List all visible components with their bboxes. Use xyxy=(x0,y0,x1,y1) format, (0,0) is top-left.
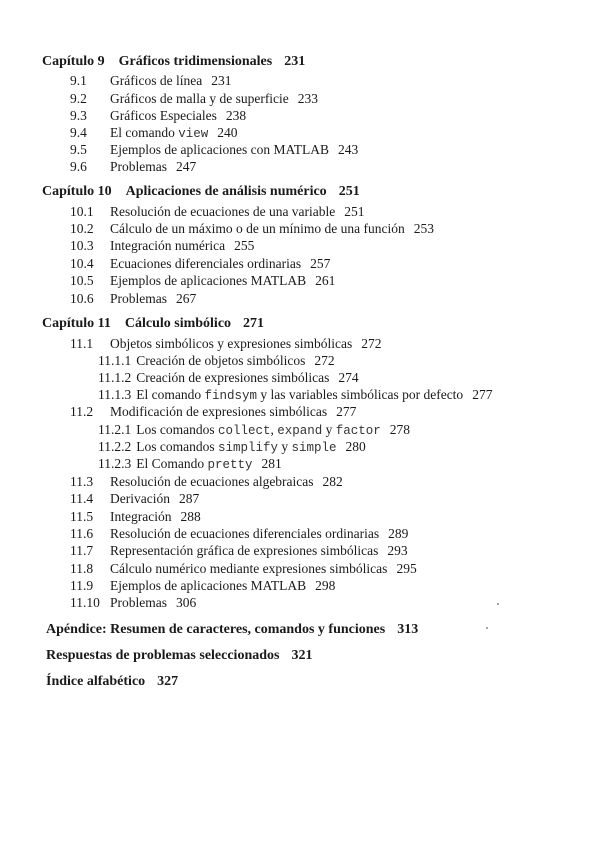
toc-section-entry xyxy=(70,142,358,158)
page-number: 289 xyxy=(388,526,409,541)
chapter-title: Respuestas de problemas seleccionados xyxy=(46,648,280,663)
section-number: 11.2.2 xyxy=(98,439,132,454)
page-number: 280 xyxy=(345,439,366,454)
page-number: 231 xyxy=(284,54,306,69)
section-number: 10.1 xyxy=(70,204,94,219)
section-number: 11.1.2 xyxy=(98,370,132,385)
toc-section-entry xyxy=(70,221,434,237)
toc-section-entry xyxy=(98,439,366,456)
section-number: 11.2.1 xyxy=(98,422,132,437)
section-title: Modificación de expresiones simbólicas xyxy=(110,404,328,419)
toc-section-entry xyxy=(70,491,199,507)
page-number: 277 xyxy=(336,404,357,419)
section-title: Representación gráfica de expresiones simbólicas xyxy=(110,543,379,558)
page-number: 267 xyxy=(176,291,197,306)
toc-section-entry xyxy=(98,387,492,404)
section-number: 9.4 xyxy=(70,125,87,140)
section-number: 9.2 xyxy=(70,91,87,106)
command-name: pretty xyxy=(207,458,253,472)
section-number: 9.3 xyxy=(70,108,87,123)
page-number: 327 xyxy=(157,674,179,689)
chapter-title: Índice alfabético xyxy=(46,674,146,689)
command-name: findsym xyxy=(204,389,257,403)
toc-chapter-entry xyxy=(42,184,360,200)
section-number: 11.2 xyxy=(70,404,94,419)
section-number: 10.4 xyxy=(70,256,94,271)
page-number: 272 xyxy=(361,336,382,351)
section-title: Objetos simbólicos y expresiones simbólicas xyxy=(110,336,353,351)
section-title: Integración numérica xyxy=(110,238,226,253)
toc-section-entry xyxy=(70,336,381,352)
scan-speck xyxy=(497,603,499,605)
page-number: 247 xyxy=(176,159,197,174)
section-number: 11.9 xyxy=(70,578,94,593)
section-number: 11.7 xyxy=(70,543,94,558)
page-number: 298 xyxy=(315,578,336,593)
toc-section-entry xyxy=(70,526,408,542)
page-number: 288 xyxy=(180,509,201,524)
command-name: expand xyxy=(277,424,323,438)
section-number: 11.6 xyxy=(70,526,94,541)
section-title: y las variables simbólicas por defecto xyxy=(257,387,464,402)
section-title: , xyxy=(270,422,278,437)
toc-section-entry xyxy=(70,474,343,490)
toc-chapter-entry xyxy=(42,316,264,332)
section-title: Integración xyxy=(110,509,172,524)
page-number: 287 xyxy=(178,491,200,506)
toc-chapter-entry xyxy=(42,54,305,70)
section-title: Cálculo de un máximo o de un mínimo de una función xyxy=(110,221,405,236)
scan-speck xyxy=(486,627,488,629)
section-number: 9.5 xyxy=(70,142,87,157)
page-number: 271 xyxy=(243,316,265,331)
toc-section-entry xyxy=(70,159,196,175)
chapter-title: Capítulo 9 xyxy=(42,54,105,69)
section-title: Gráficos Especiales xyxy=(110,108,217,123)
command-name: view xyxy=(178,127,209,141)
section-title: Derivación xyxy=(110,491,170,506)
section-title: Resolución de ecuaciones diferenciales ordinarias xyxy=(110,526,380,541)
section-title: El Comando xyxy=(136,456,208,471)
section-title: Ejemplos de aplicaciones con MATLAB xyxy=(110,142,329,157)
toc-section-entry xyxy=(70,509,201,525)
toc-section-entry xyxy=(98,456,282,473)
section-title: Creación de expresiones simbólicas xyxy=(136,370,330,385)
page-number: 313 xyxy=(397,622,419,637)
chapter-title: Cálculo simbólico xyxy=(124,316,232,331)
section-number: 11.4 xyxy=(70,491,94,506)
chapter-title: Capítulo 10 xyxy=(42,184,112,199)
section-title: Cálculo numérico mediante expresiones simbólicas xyxy=(110,561,388,576)
page-number: 295 xyxy=(396,561,417,576)
section-title: y xyxy=(322,422,336,437)
toc-section-entry xyxy=(70,578,335,594)
toc-section-entry xyxy=(70,238,254,254)
section-number: 10.6 xyxy=(70,291,94,306)
section-number: 10.5 xyxy=(70,273,94,288)
page-number: 238 xyxy=(225,108,247,123)
page-number: 281 xyxy=(261,456,282,471)
section-title: El comando xyxy=(136,387,205,402)
toc-section-entry xyxy=(70,543,408,559)
page-number: 293 xyxy=(387,543,408,558)
command-name: collect xyxy=(218,424,271,438)
section-title: Problemas xyxy=(110,291,167,306)
section-title: Resolución de ecuaciones de una variable xyxy=(110,204,336,219)
section-number: 11.3 xyxy=(70,474,94,489)
page-number: 274 xyxy=(338,370,359,385)
page-number: 233 xyxy=(297,91,319,106)
page-number: 278 xyxy=(389,422,411,437)
section-title: y xyxy=(278,439,292,454)
page-number: 243 xyxy=(337,142,359,157)
section-number: 9.6 xyxy=(70,159,87,174)
chapter-title: Apéndice: Resumen de caracteres, comandos y funciones xyxy=(46,622,386,637)
section-number: 11.10 xyxy=(70,595,100,610)
toc-section-entry xyxy=(70,91,318,107)
toc-section-entry xyxy=(98,353,335,369)
section-number: 10.2 xyxy=(70,221,94,236)
chapter-title: Capítulo 11 xyxy=(42,316,111,331)
toc-section-entry xyxy=(70,204,365,220)
section-title: Gráficos de línea xyxy=(110,73,203,88)
section-title: Los comandos xyxy=(136,422,218,437)
toc-section-entry xyxy=(70,256,330,272)
section-number: 11.1 xyxy=(70,336,94,351)
page-number: 321 xyxy=(291,648,313,663)
section-title: Resolución de ecuaciones algebraicas xyxy=(110,474,314,489)
toc-section-entry xyxy=(70,125,238,142)
section-title: Los comandos xyxy=(136,439,218,454)
command-name: factor xyxy=(335,424,381,438)
section-title: Ejemplos de aplicaciones MATLAB xyxy=(110,578,307,593)
page-number: 231 xyxy=(211,73,232,88)
page-number: 306 xyxy=(176,595,197,610)
page-number: 251 xyxy=(344,204,365,219)
page-number: 277 xyxy=(472,387,493,402)
command-name: simplify xyxy=(218,441,279,455)
section-number: 11.8 xyxy=(70,561,94,576)
toc-chapter-entry xyxy=(46,622,418,638)
toc-chapter-entry xyxy=(46,648,312,664)
toc-section-entry xyxy=(70,595,196,611)
page-number: 282 xyxy=(322,474,343,489)
section-number: 10.3 xyxy=(70,238,94,253)
section-number: 11.1.3 xyxy=(98,387,132,402)
toc-chapter-entry xyxy=(46,674,178,690)
section-title: Gráficos de malla y de superficie xyxy=(110,91,289,106)
command-name: simple xyxy=(291,441,337,455)
toc-section-entry xyxy=(70,273,335,289)
section-number: 11.2.3 xyxy=(98,456,132,471)
page-number: 240 xyxy=(217,125,238,140)
section-number: 11.5 xyxy=(70,509,94,524)
toc-section-entry xyxy=(70,561,417,577)
toc-section-entry xyxy=(70,73,231,89)
section-title: Problemas xyxy=(110,159,167,174)
section-title: Ecuaciones diferenciales ordinarias xyxy=(110,256,302,271)
section-title: El comando xyxy=(110,125,179,140)
page-number: 257 xyxy=(310,256,331,271)
section-title: Creación de objetos simbólicos xyxy=(136,353,306,368)
page-number: 253 xyxy=(413,221,434,236)
toc-section-entry xyxy=(98,370,359,386)
toc-section-entry xyxy=(70,108,246,124)
toc-section-entry xyxy=(70,291,196,307)
page-number: 251 xyxy=(338,184,360,199)
section-number: 11.1.1 xyxy=(98,353,132,368)
section-number: 9.1 xyxy=(70,73,87,88)
section-title: Problemas xyxy=(110,595,167,610)
toc-section-entry xyxy=(70,404,356,420)
page-number: 261 xyxy=(315,273,336,288)
section-title: Ejemplos de aplicaciones MATLAB xyxy=(110,273,307,288)
page-number: 272 xyxy=(314,353,335,368)
page-number: 255 xyxy=(234,238,255,253)
chapter-title: Gráficos tridimensionales xyxy=(118,54,273,69)
toc-section-entry xyxy=(98,422,410,439)
chapter-title: Aplicaciones de análisis numérico xyxy=(125,184,327,199)
